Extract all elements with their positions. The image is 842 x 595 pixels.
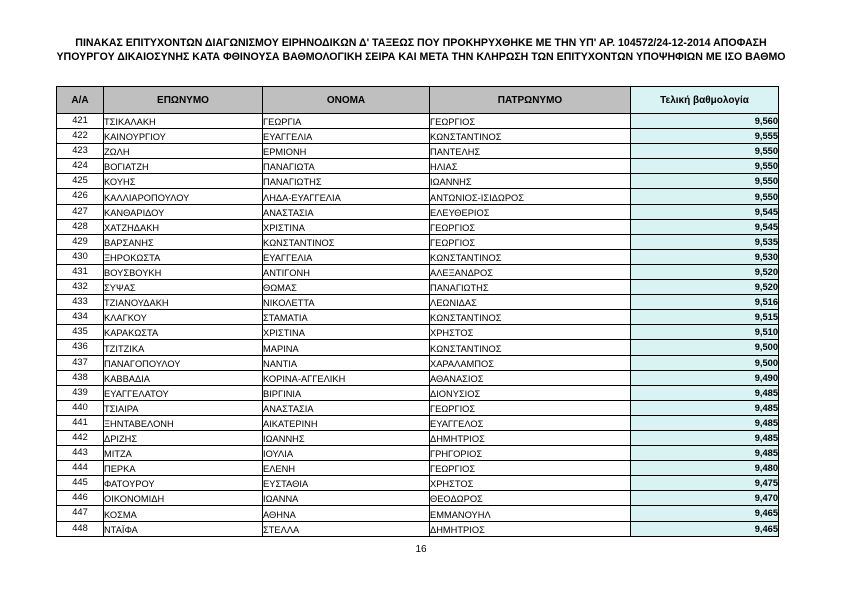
- first-name-cell: ΕΡΜΙΟΝΗ: [263, 144, 430, 159]
- row-number: 426: [57, 189, 104, 204]
- row-number: 442: [57, 430, 104, 445]
- table-row: [57, 491, 779, 506]
- column-header-name: ΟΝΟΜΑ: [263, 87, 430, 114]
- column-header-patronymic: ΠΑΤΡΩΝΥΜΟ: [430, 87, 631, 114]
- surname-cell: ΒΟΓΙΑΤΖΗ: [104, 159, 263, 174]
- row-number: 433: [57, 295, 104, 310]
- table-row: [57, 461, 779, 476]
- patronymic-cell: ΔΗΜΗΤΡΙΟΣ: [430, 521, 631, 536]
- table-row: [57, 249, 779, 264]
- final-score-cell: 9,530: [631, 249, 779, 264]
- row-number: 438: [57, 370, 104, 385]
- patronymic-cell: ΕΜΜΑΝΟΥΗΛ: [430, 506, 631, 521]
- table-row: [57, 325, 779, 340]
- first-name-cell: ΕΥΑΓΓΕΛΙΑ: [263, 129, 430, 144]
- final-score-cell: 9,515: [631, 310, 779, 325]
- patronymic-cell: ΕΛΕΥΘΕΡΙΟΣ: [430, 204, 631, 219]
- patronymic-cell: ΧΑΡΑΛΑΜΠΟΣ: [430, 355, 631, 370]
- surname-cell: ΣΥΨΑΣ: [104, 280, 263, 295]
- row-number: 444: [57, 461, 104, 476]
- surname-cell: ΦΑΤΟΥΡΟΥ: [104, 476, 263, 491]
- final-score-cell: 9,520: [631, 280, 779, 295]
- patronymic-cell: ΚΩΝΣΤΑΝΤΙΝΟΣ: [430, 129, 631, 144]
- table-row: [57, 521, 779, 536]
- first-name-cell: ΒΙΡΓΙΝΙΑ: [263, 385, 430, 400]
- row-number: 446: [57, 491, 104, 506]
- patronymic-cell: ΙΩΑΝΝΗΣ: [430, 174, 631, 189]
- table-row: [57, 114, 779, 129]
- patronymic-cell: ΗΛΙΑΣ: [430, 159, 631, 174]
- final-score-cell: 9,485: [631, 400, 779, 415]
- row-number: 445: [57, 476, 104, 491]
- final-score-cell: 9,485: [631, 430, 779, 445]
- final-score-cell: 9,535: [631, 234, 779, 249]
- first-name-cell: ΙΟΥΛΙΑ: [263, 446, 430, 461]
- final-score-cell: 9,560: [631, 114, 779, 129]
- row-number: 435: [57, 325, 104, 340]
- first-name-cell: ΝΙΚΟΛΕΤΤΑ: [263, 295, 430, 310]
- column-header-surname: ΕΠΩΝΥΜΟ: [104, 87, 263, 114]
- row-number: 440: [57, 400, 104, 415]
- final-score-cell: 9,545: [631, 204, 779, 219]
- table-header-row: [57, 87, 779, 114]
- final-score-cell: 9,550: [631, 174, 779, 189]
- table-row: [57, 400, 779, 415]
- surname-cell: ΞΗΡΟΚΩΣΤΑ: [104, 249, 263, 264]
- patronymic-cell: ΘΕΟΔΩΡΟΣ: [430, 491, 631, 506]
- row-number: 431: [57, 264, 104, 279]
- patronymic-cell: ΕΥΑΓΓΕΛΟΣ: [430, 415, 631, 430]
- surname-cell: ΠΕΡΚΑ: [104, 461, 263, 476]
- table-row: [57, 506, 779, 521]
- patronymic-cell: ΠΑΝΑΓΙΩΤΗΣ: [430, 280, 631, 295]
- patronymic-cell: ΠΑΝΤΕΛΗΣ: [430, 144, 631, 159]
- patronymic-cell: ΓΕΩΡΓΙΟΣ: [430, 114, 631, 129]
- surname-cell: ΚΟΥΗΣ: [104, 174, 263, 189]
- surname-cell: ΞΗΝΤΑΒΕΛΟΝΗ: [104, 415, 263, 430]
- first-name-cell: ΙΩΑΝΝΑ: [263, 491, 430, 506]
- row-number: 434: [57, 310, 104, 325]
- surname-cell: ΜΙΤΖΑ: [104, 446, 263, 461]
- first-name-cell: ΠΑΝΑΓΙΩΤΑ: [263, 159, 430, 174]
- surname-cell: ΤΖΙΤΖΙΚΑ: [104, 340, 263, 355]
- patronymic-cell: ΓΡΗΓΟΡΙΟΣ: [430, 446, 631, 461]
- row-number: 432: [57, 280, 104, 295]
- column-header-aa: Α/Α: [57, 87, 104, 114]
- surname-cell: ΚΑΛΛΙΑΡΟΠΟΥΛΟΥ: [104, 189, 263, 204]
- final-score-cell: 9,500: [631, 355, 779, 370]
- patronymic-cell: ΚΩΝΣΤΑΝΤΙΝΟΣ: [430, 310, 631, 325]
- final-score-cell: 9,520: [631, 264, 779, 279]
- table-row: [57, 415, 779, 430]
- table-row: [57, 310, 779, 325]
- row-number: 429: [57, 234, 104, 249]
- first-name-cell: ΝΑΝΤΙΑ: [263, 355, 430, 370]
- surname-cell: ΟΙΚΟΝΟΜΙΔΗ: [104, 491, 263, 506]
- first-name-cell: ΙΩΑΝΝΗΣ: [263, 430, 430, 445]
- row-number: 421: [57, 114, 104, 129]
- final-score-cell: 9,485: [631, 415, 779, 430]
- table-row: [57, 280, 779, 295]
- final-score-cell: 9,550: [631, 144, 779, 159]
- row-number: 425: [57, 174, 104, 189]
- patronymic-cell: ΚΩΝΣΤΑΝΤΙΝΟΣ: [430, 249, 631, 264]
- patronymic-cell: ΛΕΩΝΙΔΑΣ: [430, 295, 631, 310]
- final-score-cell: 9,465: [631, 521, 779, 536]
- final-score-cell: 9,490: [631, 370, 779, 385]
- first-name-cell: ΣΤΑΜΑΤΙΑ: [263, 310, 430, 325]
- row-number: 441: [57, 415, 104, 430]
- first-name-cell: ΧΡΙΣΤΙΝΑ: [263, 325, 430, 340]
- final-score-cell: 9,555: [631, 129, 779, 144]
- patronymic-cell: ΑΘΑΝΑΣΙΟΣ: [430, 370, 631, 385]
- surname-cell: ΒΟΥΣΒΟΥΚΗ: [104, 264, 263, 279]
- surname-cell: ΚΑΡΑΚΩΣΤΑ: [104, 325, 263, 340]
- patronymic-cell: ΓΕΩΡΓΙΟΣ: [430, 234, 631, 249]
- final-score-cell: 9,485: [631, 385, 779, 400]
- final-score-cell: 9,510: [631, 325, 779, 340]
- patronymic-cell: ΧΡΗΣΤΟΣ: [430, 325, 631, 340]
- surname-cell: ΧΑΤΖΗΔΑΚΗ: [104, 219, 263, 234]
- patronymic-cell: ΑΛΕΞΑΝΔΡΟΣ: [430, 264, 631, 279]
- results-table: [56, 86, 779, 537]
- table-row: [57, 340, 779, 355]
- surname-cell: ΤΣΙΑΙΡΑ: [104, 400, 263, 415]
- surname-cell: ΚΑΒΒΑΔΙΑ: [104, 370, 263, 385]
- first-name-cell: ΣΤΕΛΛΑ: [263, 521, 430, 536]
- row-number: 436: [57, 340, 104, 355]
- surname-cell: ΚΟΣΜΑ: [104, 506, 263, 521]
- row-number: 437: [57, 355, 104, 370]
- document-title-line-2: ΥΠΟΥΡΓΟΥ ΔΙΚΑΙΟΣΥΝΗΣ ΚΑΤΑ ΦΘΙΝΟΥΣΑ ΒΑΘΜΟΛΟΓΙΚΗ ΣΕΙΡΑ ΚΑΙ ΜΕΤΑ ΤΗΝ ΚΛΗΡΩΣΗ ΤΩΝ ΕΠΙΤΥΧΟΝΤΩΝ ΥΠΟΨΗΦΙΩΝ ΜΕ ΙΣΟ ΒΑΘΜΟ: [56, 51, 786, 63]
- patronymic-cell: ΓΕΩΡΓΙΟΣ: [430, 400, 631, 415]
- patronymic-cell: ΓΕΩΡΓΙΟΣ: [430, 219, 631, 234]
- first-name-cell: ΜΑΡΙΝΑ: [263, 340, 430, 355]
- surname-cell: ΚΑΙΝΟΥΡΓΙΟΥ: [104, 129, 263, 144]
- table-row: [57, 264, 779, 279]
- first-name-cell: ΕΥΑΓΓΕΛΙΑ: [263, 249, 430, 264]
- surname-cell: ΒΑΡΣΑΝΗΣ: [104, 234, 263, 249]
- first-name-cell: ΠΑΝΑΓΙΩΤΗΣ: [263, 174, 430, 189]
- final-score-cell: 9,516: [631, 295, 779, 310]
- surname-cell: ΕΥΑΓΓΕΛΑΤΟΥ: [104, 385, 263, 400]
- row-number: 423: [57, 144, 104, 159]
- table-row: [57, 144, 779, 159]
- patronymic-cell: ΧΡΗΣΤΟΣ: [430, 476, 631, 491]
- row-number: 424: [57, 159, 104, 174]
- final-score-cell: 9,475: [631, 476, 779, 491]
- table-row: [57, 159, 779, 174]
- final-score-cell: 9,485: [631, 446, 779, 461]
- page-number: 16: [415, 544, 427, 555]
- first-name-cell: ΓΕΩΡΓΙΑ: [263, 114, 430, 129]
- final-score-cell: 9,500: [631, 340, 779, 355]
- row-number: 439: [57, 385, 104, 400]
- final-score-cell: 9,480: [631, 461, 779, 476]
- final-score-cell: 9,470: [631, 491, 779, 506]
- first-name-cell: ΑΙΚΑΤΕΡΙΝΗ: [263, 415, 430, 430]
- column-header-final-score: Τελική βαθμολογία: [631, 87, 779, 114]
- row-number: 427: [57, 204, 104, 219]
- table-row: [57, 430, 779, 445]
- surname-cell: ΤΖΙΑΝΟΥΔΑΚΗ: [104, 295, 263, 310]
- final-score-cell: 9,550: [631, 159, 779, 174]
- first-name-cell: ΕΥΣΤΑΘΙΑ: [263, 476, 430, 491]
- first-name-cell: ΑΝΑΣΤΑΣΙΑ: [263, 400, 430, 415]
- table-row: [57, 476, 779, 491]
- table-row: [57, 129, 779, 144]
- surname-cell: ΚΑΝΘΑΡΙΔΟΥ: [104, 204, 263, 219]
- row-number: 443: [57, 446, 104, 461]
- surname-cell: ΔΡΙΖΗΣ: [104, 430, 263, 445]
- row-number: 422: [57, 129, 104, 144]
- first-name-cell: ΕΛΕΝΗ: [263, 461, 430, 476]
- first-name-cell: ΑΝΑΣΤΑΣΙΑ: [263, 204, 430, 219]
- surname-cell: ΖΩΛΗ: [104, 144, 263, 159]
- patronymic-cell: ΑΝΤΩΝΙΟΣ-ΙΣΙΔΩΡΟΣ: [430, 189, 631, 204]
- table-row: [57, 385, 779, 400]
- patronymic-cell: ΚΩΝΣΤΑΝΤΙΝΟΣ: [430, 340, 631, 355]
- first-name-cell: ΘΩΜΑΣ: [263, 280, 430, 295]
- surname-cell: ΠΑΝΑΓΟΠΟΥΛΟΥ: [104, 355, 263, 370]
- table-row: [57, 446, 779, 461]
- first-name-cell: ΧΡΙΣΤΙΝΑ: [263, 219, 430, 234]
- row-number: 430: [57, 249, 104, 264]
- final-score-cell: 9,550: [631, 189, 779, 204]
- table-row: [57, 370, 779, 385]
- surname-cell: ΝΤΑΪΦΑ: [104, 521, 263, 536]
- table-row: [57, 295, 779, 310]
- first-name-cell: ΑΝΤΙΓΟΝΗ: [263, 264, 430, 279]
- document-title-line-1: ΠΙΝΑΚΑΣ ΕΠΙΤΥΧΟΝΤΩΝ ΔΙΑΓΩΝΙΣΜΟΥ ΕΙΡΗΝΟΔΙΚΩΝ Δ' ΤΑΞΕΩΣ ΠΟΥ ΠΡΟΚΗΡΥΧΘΗΚΕ ΜΕ ΤΗΝ ΥΠ' ΑΡ. 104572/24-12-2014 ΑΠΟΦΑΣΗ: [75, 37, 767, 49]
- table-row: [57, 204, 779, 219]
- surname-cell: ΚΛΑΓΚΟΥ: [104, 310, 263, 325]
- patronymic-cell: ΔΙΟΝΥΣΙΟΣ: [430, 385, 631, 400]
- table-body: [57, 114, 779, 537]
- first-name-cell: ΑΘΗΝΑ: [263, 506, 430, 521]
- first-name-cell: ΛΗΔΑ-ΕΥΑΓΓΕΛΙΑ: [263, 189, 430, 204]
- first-name-cell: ΚΩΝΣΤΑΝΤΙΝΟΣ: [263, 234, 430, 249]
- row-number: 447: [57, 506, 104, 521]
- first-name-cell: ΚΟΡΙΝΑ-ΑΓΓΕΛΙΚΗ: [263, 370, 430, 385]
- patronymic-cell: ΔΗΜΗΤΡΙΟΣ: [430, 430, 631, 445]
- final-score-cell: 9,465: [631, 506, 779, 521]
- table-row: [57, 355, 779, 370]
- row-number: 428: [57, 219, 104, 234]
- table-row: [57, 189, 779, 204]
- table-row: [57, 234, 779, 249]
- patronymic-cell: ΓΕΩΡΓΙΟΣ: [430, 461, 631, 476]
- final-score-cell: 9,545: [631, 219, 779, 234]
- table-row: [57, 174, 779, 189]
- surname-cell: ΤΣΙΚΑΛΑΚΗ: [104, 114, 263, 129]
- row-number: 448: [57, 521, 104, 536]
- table-row: [57, 219, 779, 234]
